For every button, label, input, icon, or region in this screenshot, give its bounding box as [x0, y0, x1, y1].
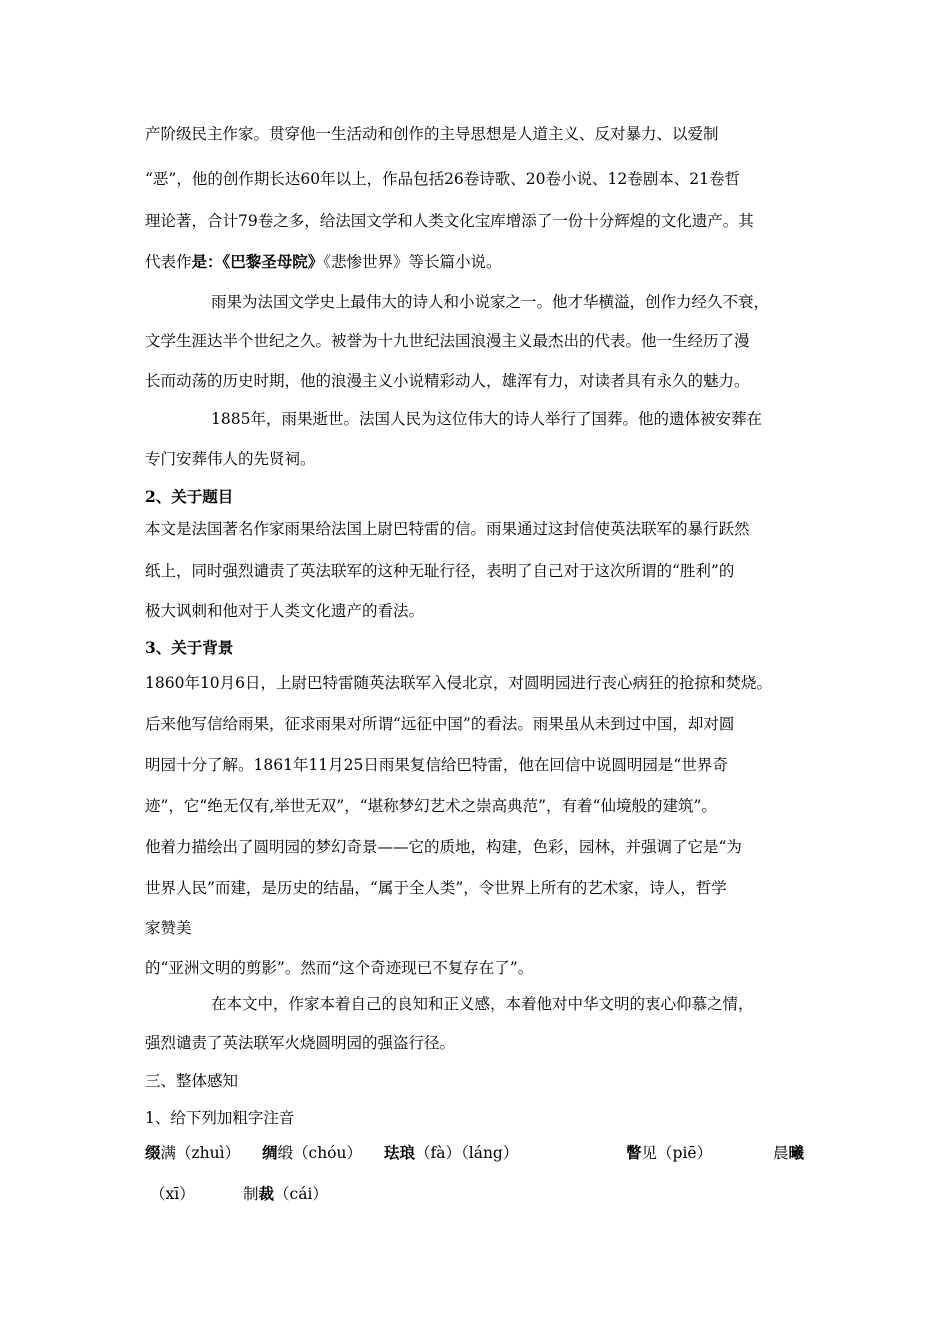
text-line: 强烈谴责了英法联军火烧圆明园的强盗行径。	[145, 1034, 456, 1052]
text-line: 他着力描绘出了圆明园的梦幻奇景——它的质地，构建，色彩，园林，并强调了它是“为	[145, 838, 742, 856]
pinyin-item	[384, 1143, 518, 1163]
bold-char: 瞥	[626, 1143, 642, 1162]
text-line: “恶”，他的创作期长达60年以上，作品包括26卷诗歌、20卷小说、12卷剧本、21卷哲	[145, 170, 740, 188]
text-line: 世界人民”而建，是历史的结晶，“属于全人类”，令世界上所有的艺术家，诗人，哲学	[145, 879, 727, 897]
text-line: 产阶级民主作家。贯穿他一生活动和创作的主导思想是人道主义、反对暴力、以爱制	[145, 125, 719, 143]
bold-char: 裁	[258, 1184, 275, 1203]
pinyin-text: （fà）（láng）	[415, 1144, 519, 1162]
text-line: 的“亚洲文明的剪影”。然而“这个奇迹现已不复存在了”。	[145, 959, 534, 977]
pinyin-text: （xī）	[150, 1185, 195, 1203]
text-line: 1860年10月6日，上尉巴特雷随英法联军入侵北京，对圆明园进行丧心病狂的抢掠和焚烧。	[145, 674, 773, 692]
text-line: 迹”，它“绝无仅有,举世无双”，“堪称梦幻艺术之崇高典范”，有着“仙境般的建筑”。	[145, 797, 717, 815]
bold-char: 珐琅	[384, 1143, 416, 1162]
pinyin-item	[262, 1143, 362, 1163]
pinyin-text: （cái）	[274, 1185, 328, 1203]
bold-title: 是：《巴黎圣母院》	[191, 252, 324, 271]
bold-char: 绸	[262, 1143, 278, 1162]
pinyin-item	[773, 1143, 804, 1163]
bold-char: 曦	[788, 1143, 805, 1162]
sub-heading: 1、给下列加粗字注音	[145, 1109, 295, 1127]
text-fragment: 晨	[773, 1144, 789, 1162]
pinyin-text: 满（zhuì）	[160, 1144, 241, 1162]
text-line: 长而动荡的历史时期，他的浪漫主义小说精彩动人，雄浑有力，对读者具有永久的魅力。	[145, 372, 750, 390]
text-line: 文学生涯达半个世纪之久。被誉为十九世纪法国浪漫主义最杰出的代表。他一生经历了漫	[145, 332, 750, 350]
pinyin-item	[145, 1143, 240, 1163]
text-fragment: 《悲惨世界》等长篇小说。	[323, 253, 502, 271]
section-heading: 2、关于题目	[145, 487, 234, 506]
text-line: 明园十分了解。1861年11月25日雨果复信给巴特雷，他在回信中说圆明园是“世界奇	[145, 756, 728, 774]
text-line: 专门安葬伟人的先贤祠。	[145, 450, 316, 468]
part-heading: 三、整体感知	[145, 1072, 239, 1090]
text-line: 本文是法国著名作家雨果给法国上尉巴特雷的信。雨果通过这封信使英法联军的暴行跃然	[145, 520, 750, 538]
bold-char: 缀	[145, 1143, 161, 1162]
text-line: 纸上，同时强烈谴责了英法联军的这种无耻行径，表明了自己对于这次所谓的“胜利”的	[145, 562, 735, 580]
text-line	[145, 252, 502, 272]
pinyin-text: 缎（chóu）	[277, 1144, 362, 1162]
text-line: 雨果为法国文学史上最伟大的诗人和小说家之一。他才华横溢，创作力经久不衰，	[211, 293, 770, 311]
text-line: 极大讽刺和他对于人类文化遗产的看法。	[145, 602, 425, 620]
text-fragment: 代表作	[145, 253, 192, 271]
text-fragment: 制	[243, 1185, 259, 1203]
pinyin-item	[243, 1184, 328, 1204]
text-line: 家赞美	[145, 919, 192, 937]
pinyin-item	[626, 1143, 712, 1163]
section-heading: 3、关于背景	[145, 638, 234, 657]
text-line: 在本文中，作家本着自己的良知和正义感，本着他对中华文明的衷心仰慕之情，	[211, 995, 754, 1013]
pinyin-text: 见（piē）	[641, 1144, 713, 1162]
text-line: 理论著，合计79卷之多，给法国文学和人类文化宝库增添了一份十分辉煌的文化遗产。其	[145, 212, 754, 230]
text-line: 1885年，雨果逝世。法国人民为这位伟大的诗人举行了国葬。他的遗体被安葬在	[211, 410, 762, 428]
text-line: 后来他写信给雨果，征求雨果对所谓“远征中国”的看法。雨果虽从未到过中国，却对圆	[145, 715, 735, 733]
